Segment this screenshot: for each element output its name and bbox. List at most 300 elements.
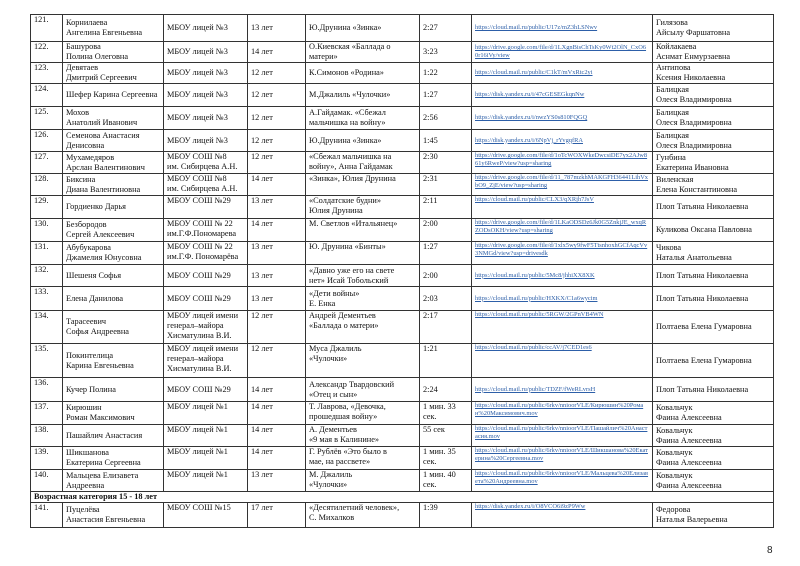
teacher-name-line: Плоп Татьяна Николаевна	[656, 270, 749, 280]
video-link[interactable]: https://disk.yandex.ru/i/O8VCO6i9zP9Ww	[475, 503, 586, 510]
teacher-name-line: Фаина Алексеевна	[656, 435, 722, 445]
school-name-line: МБОУ лицей №3	[167, 47, 228, 56]
video-link-cell	[472, 265, 653, 287]
poem-title	[306, 503, 420, 528]
teacher-name-line: Антипова	[656, 63, 691, 72]
teacher-name-line: Екатерина Ивановна	[656, 162, 729, 172]
table-row	[31, 174, 774, 196]
video-link[interactable]: https://drive.google.com/file/d/1LXgnBisChTsKy0Wt2OlN_CxO60r16iVy/view	[475, 44, 647, 59]
participant-name-line: Диана Валентиновна	[66, 184, 141, 194]
table-row	[31, 107, 774, 130]
teacher-name-line: Ксения Николаевна	[656, 73, 726, 82]
duration: 2:17	[420, 311, 472, 344]
duration: 1 мин. 33 сек.	[420, 402, 472, 425]
school-name-line: МБОУ СОШ № 22	[167, 242, 233, 251]
school-name-line: МБОУ СОШ №29	[167, 293, 231, 303]
duration: 1 мин. 35 сек.	[420, 447, 472, 470]
teacher-name	[653, 152, 774, 174]
table-row	[31, 242, 774, 265]
teacher-name-line: Плоп Татьяна Николаевна	[656, 202, 749, 211]
teacher-name-line: Олеся Владимировна	[656, 118, 732, 127]
school-name-line: МБОУ лицей имени	[167, 344, 239, 353]
poem-title-line: А. Дементьев	[309, 425, 357, 434]
teacher-name	[653, 63, 774, 84]
poem-title	[306, 242, 420, 265]
participant-name	[63, 219, 164, 242]
school-name-line: МБОУ СОШ №8	[167, 152, 227, 161]
poem-title	[306, 470, 420, 492]
poem-title-line: С. Михалков	[309, 513, 355, 522]
poem-title-line: матери»	[309, 52, 338, 61]
participant-name-line: Безбородов	[66, 220, 107, 229]
poem-title-line: К.Симонов «Родина»	[309, 68, 384, 77]
participant-name-line: Екатерина Сергеевна	[66, 458, 141, 467]
video-link-cell	[472, 107, 653, 130]
participant-name	[63, 152, 164, 174]
participant-name-line: Анастасия Евгеньевна	[66, 515, 146, 524]
table-row	[31, 503, 774, 528]
poem-title	[306, 174, 420, 196]
duration: 1:45	[420, 130, 472, 152]
participant-name-line: Башурова	[66, 42, 101, 51]
participant-name-line: Корнилаева	[66, 18, 108, 27]
participant-name-line: Семенова Анастасия	[66, 130, 140, 140]
poem-title-line: «Десятилетний человек»,	[309, 503, 400, 512]
poem-title-line: «Солдатские будни»	[309, 196, 381, 205]
teacher-name	[653, 42, 774, 63]
teacher-name-line: Ковальчук	[656, 448, 693, 457]
table-row	[31, 219, 774, 242]
teacher-name-line: Гунбина	[656, 152, 686, 162]
participant-name	[63, 378, 164, 402]
poem-title-line: Е. Енка	[309, 298, 336, 308]
teacher-name-line: Балицкая	[656, 85, 689, 94]
poem-title	[306, 15, 420, 42]
duration: 2:11	[420, 196, 472, 219]
video-link-cell	[472, 42, 653, 63]
poem-title-line: «Дети войны»	[309, 288, 360, 298]
row-number: 124.	[31, 84, 63, 107]
participant-name-line: Шикшанова	[66, 448, 109, 457]
teacher-name	[653, 242, 774, 265]
participant-name-line: Мухамедяров	[66, 152, 115, 162]
teacher-name-line: Айсылу Фаршатовна	[656, 28, 730, 37]
participant-age: 14 лет	[248, 42, 306, 63]
duration: 2:00	[420, 219, 472, 242]
table-row	[31, 470, 774, 492]
poem-title-line: «Зинка», Юлия Друнина	[309, 174, 396, 183]
poem-title	[306, 425, 420, 447]
participant-name-line: Роман Максимович	[66, 413, 135, 422]
video-link[interactable]: https://cloud.mail.ru/public/TDZF/fWeRLvrsH	[475, 385, 596, 393]
table-row	[31, 287, 774, 311]
teacher-name-line: Гилязова	[656, 18, 688, 27]
school-name-line: МБОУ лицей №3	[167, 23, 228, 32]
poem-title-line: «Сбежал мальчишка на	[309, 152, 392, 161]
participant-name	[63, 470, 164, 492]
duration: 2:00	[420, 265, 472, 287]
teacher-name-line: Наталья Валерьевна	[656, 515, 728, 524]
school-name-line: МБОУ СОШ №29	[167, 270, 231, 280]
poem-title	[306, 447, 420, 470]
teacher-name	[653, 447, 774, 470]
row-number: 132.	[31, 265, 63, 287]
row-number: 135.	[31, 344, 63, 378]
participant-name	[63, 107, 164, 130]
teacher-name	[653, 344, 774, 378]
video-link[interactable]: https://disk.yandex.ru/i/nwzYS0s810FQGQ	[475, 114, 588, 121]
participant-name	[63, 174, 164, 196]
school-name-line: МБОУ СОШ № 22	[167, 219, 233, 228]
row-number: 134.	[31, 311, 63, 344]
row-number: 138.	[31, 425, 63, 447]
teacher-name-line: Ковальчук	[656, 403, 693, 412]
page-number: 8	[767, 545, 773, 556]
teacher-name-line: Плоп Татьяна Николаевна	[656, 384, 749, 394]
table-row	[31, 344, 774, 378]
school-name-line: им.Г.Ф. Пономарёва	[167, 252, 239, 261]
video-link-cell	[472, 378, 653, 402]
school-name	[164, 130, 248, 152]
teacher-name	[653, 402, 774, 425]
teacher-name-line: Ковальчук	[656, 425, 693, 435]
teacher-name-line: Фаина Алексеевна	[656, 413, 722, 422]
poem-title-line: «9 мая в Калинине»	[309, 435, 380, 444]
poem-title-line: О.Киевская «Баллада о	[309, 42, 391, 51]
participant-age: 12 лет	[248, 84, 306, 107]
poem-title-line: «Баллада о матери»	[309, 321, 379, 330]
video-link-cell	[472, 84, 653, 107]
school-name	[164, 447, 248, 470]
school-name-line: им. Сибирцева А.Н.	[167, 162, 238, 171]
video-link[interactable]: https://drive.google.com/file/d/1oTcWOXWkeDwcsiDE7yx2AJw861y6RweP/view?usp=sharing	[475, 152, 648, 167]
table-row	[31, 402, 774, 425]
school-name	[164, 242, 248, 265]
participant-name-line: Тарасеевич	[66, 317, 107, 326]
video-link-cell	[472, 15, 653, 42]
video-link[interactable]: https://cloud.mail.ru/public/C1kT/mVxRtc2yi	[475, 69, 593, 76]
teacher-name	[653, 378, 774, 402]
participant-name-line: Шешеня Софья	[66, 270, 122, 280]
school-name	[164, 84, 248, 107]
teacher-name	[653, 196, 774, 219]
poem-title-line: мальчишка на войну»	[309, 118, 386, 127]
video-link[interactable]: https://drive.google.com/file/d/1xlx5wy9fwF5TtsnhoxhGCfAqcVv3NMGd/view?usp=drivesdk	[475, 242, 648, 257]
video-link-cell	[472, 447, 653, 470]
participant-name	[63, 265, 164, 287]
teacher-name-line: Виленская	[656, 174, 694, 184]
teacher-name-line: Плоп Татьяна Николаевна	[656, 293, 749, 303]
teacher-name	[653, 287, 774, 311]
participant-name-line: Джамелия Юнусовна	[66, 253, 142, 262]
teacher-name-line: Балицкая	[656, 130, 689, 140]
poem-title-line: войну», Анна Гайдамак	[309, 162, 393, 171]
participant-age: 12 лет	[248, 63, 306, 84]
school-name-line: МБОУ СОШ №29	[167, 384, 231, 394]
participant-name-line: Кирюшин	[66, 403, 102, 412]
poem-title	[306, 287, 420, 311]
participant-age: 17 лет	[248, 503, 306, 528]
participant-name	[63, 503, 164, 528]
table-body	[31, 15, 774, 528]
video-link-cell	[472, 503, 653, 528]
teacher-name	[653, 107, 774, 130]
participant-age: 14 лет	[248, 402, 306, 425]
school-name	[164, 311, 248, 344]
participant-name-line: Анатолий Иванович	[66, 118, 138, 127]
duration: 2:30	[420, 152, 472, 174]
school-name	[164, 196, 248, 219]
table-row	[31, 425, 774, 447]
video-link[interactable]: https://disk.yandex.ru/i/47cGESEGkqnNw	[475, 91, 585, 98]
participant-name	[63, 344, 164, 378]
row-number: 140.	[31, 470, 63, 492]
poem-title	[306, 219, 420, 242]
participant-name-line: Елена Данилова	[66, 293, 124, 303]
participant-name-line: Покинтелица	[66, 350, 114, 360]
school-name-line: МБОУ СОШ №8	[167, 174, 227, 183]
video-link[interactable]: https://cloud.mail.ru/public/5Mc8/jhhiXX8XK	[475, 271, 595, 279]
table-row	[31, 130, 774, 152]
school-name-line: генерал–майора	[167, 321, 224, 330]
poem-title	[306, 402, 420, 425]
duration: 1:22	[420, 63, 472, 84]
video-link[interactable]: https://drive.google.com/file/d/1LKaODSDz6Jk0G5ZnkjJE_wxqRZODsOKH/view?usp=sharing	[475, 219, 647, 234]
video-link[interactable]: https://cloud.mail.ru/public/6rkv/nnioorVLE/Пашайлич%20Анастасия.mov	[475, 425, 648, 440]
participant-name	[63, 402, 164, 425]
school-name-line: генерал–майора	[167, 354, 224, 363]
category-row	[31, 492, 774, 503]
school-name	[164, 425, 248, 447]
poem-title	[306, 265, 420, 287]
school-name	[164, 15, 248, 42]
row-number: 137.	[31, 402, 63, 425]
table-row	[31, 63, 774, 84]
video-link[interactable]: https://cloud.mail.ru/public/6rkv/nnioorVLE/Кирюшин%20Роман%20Максимович.mov	[475, 402, 644, 417]
poem-title-line: мае, на рассвете»	[309, 457, 371, 466]
video-link-cell	[472, 130, 653, 152]
video-link[interactable]: https://disk.yandex.ru/i/6NpVj_rYvgqfRA	[475, 136, 583, 144]
poem-title	[306, 311, 420, 344]
school-name-line: им. Сибирцева А.Н.	[167, 184, 238, 193]
participant-age: 12 лет	[248, 107, 306, 130]
row-number: 129.	[31, 196, 63, 219]
teacher-name	[653, 503, 774, 528]
poem-title	[306, 152, 420, 174]
duration: 55 сек	[420, 425, 472, 447]
poem-title-line: «Чулочки»	[309, 354, 348, 363]
participant-age: 13 лет	[248, 242, 306, 265]
participant-name-line: Денисовна	[66, 140, 105, 150]
video-link[interactable]: https://cloud.mail.ru/public/5RGW/2GPnVB4WN	[475, 311, 604, 318]
school-name	[164, 152, 248, 174]
poem-title-line: «Отец и сын»	[309, 389, 358, 399]
participant-name-line: Гордиенко Дарья	[66, 202, 126, 211]
table-row	[31, 15, 774, 42]
poem-title	[306, 63, 420, 84]
school-name	[164, 265, 248, 287]
participant-age: 12 лет	[248, 344, 306, 378]
participant-name-line: Арслан Валентинович	[66, 162, 145, 172]
participant-age: 14 лет	[248, 219, 306, 242]
poem-title-line: Андрей Дементьев	[309, 311, 376, 320]
teacher-name-line: Ковальчук	[656, 470, 693, 480]
table-row	[31, 196, 774, 219]
school-name	[164, 174, 248, 196]
row-number: 126.	[31, 130, 63, 152]
teacher-name	[653, 130, 774, 152]
school-name-line: МБОУ лицей №3	[167, 113, 228, 122]
participant-age: 13 лет	[248, 470, 306, 492]
table-row	[31, 378, 774, 402]
participant-name-line: Девятаев	[66, 63, 99, 72]
poem-title-line: М. Джалиль	[309, 470, 353, 479]
row-number: 122.	[31, 42, 63, 63]
participant-name-line: Сергей Алексеевич	[66, 230, 135, 239]
participant-name	[63, 42, 164, 63]
poem-title	[306, 130, 420, 152]
video-link-cell	[472, 470, 653, 492]
duration: 1:27	[420, 242, 472, 265]
video-link-cell	[472, 63, 653, 84]
teacher-name-line: Олеся Владимировна	[656, 95, 732, 104]
school-name	[164, 219, 248, 242]
teacher-name	[653, 470, 774, 492]
school-name-line: МБОУ лицей №1	[167, 425, 228, 434]
duration: 3:23	[420, 42, 472, 63]
poem-title-line: А.Гайдамак. «Сбежал	[309, 108, 386, 117]
participant-name	[63, 242, 164, 265]
category-label: Возрастная категория 15 - 18 лет	[31, 492, 774, 503]
participant-name-line: Шефер Карина Сергеевна	[66, 90, 158, 99]
participant-name	[63, 425, 164, 447]
video-link[interactable]: https://drive.google.com/file/d/11_787mzkhMAKGFH36441LihVxbO9_ZjE/view?usp=sharing	[475, 174, 649, 189]
row-number: 139.	[31, 447, 63, 470]
poem-title-line: «Давно уже его на свете	[309, 265, 395, 275]
poem-title-line: Муса Джалиль	[309, 344, 362, 353]
poem-title	[306, 84, 420, 107]
teacher-name	[653, 311, 774, 344]
school-name	[164, 402, 248, 425]
duration: 1:39	[420, 503, 472, 528]
participant-name-line: Софья Андреевна	[66, 327, 129, 336]
school-name-line: МБОУ лицей №3	[167, 90, 228, 99]
participant-age: 13 лет	[248, 287, 306, 311]
duration: 2:56	[420, 107, 472, 130]
participant-name-line: Кучер Полина	[66, 384, 116, 394]
school-name-line: МБОУ лицей имени	[167, 311, 239, 320]
poem-title	[306, 196, 420, 219]
poem-title-line: Александр Твардовский	[309, 379, 395, 389]
participant-age: 13 лет	[248, 15, 306, 42]
school-name	[164, 344, 248, 378]
table-row	[31, 42, 774, 63]
participants-table	[30, 14, 774, 528]
school-name	[164, 503, 248, 528]
school-name-line: МБОУ лицей №1	[167, 402, 228, 411]
duration: 1:21	[420, 344, 472, 378]
school-name	[164, 470, 248, 492]
teacher-name-line: Балицкая	[656, 108, 689, 117]
participant-name-line: Пуцелёва	[66, 505, 100, 514]
poem-title-line: Т. Лаврова, «Девочка,	[309, 402, 386, 411]
teacher-name-line: Полтаева Елена Гумаровна	[656, 322, 752, 331]
teacher-name-line: Койлакаева	[656, 42, 697, 51]
participant-age: 14 лет	[248, 425, 306, 447]
teacher-name-line: Фаина Алексеевна	[656, 480, 722, 490]
duration: 2:24	[420, 378, 472, 402]
participant-name-line: Мохов	[66, 108, 90, 117]
participant-name-line: Карина Евгеньевна	[66, 360, 134, 370]
school-name-line: МБОУ СОШ №15	[167, 503, 231, 512]
video-link[interactable]: https://cloud.mail.ru/public/6rkv/nnioorVLE/Мальцева%20Елизавета%20Андреевна.mov	[475, 470, 649, 485]
poem-title-line: нет» Исай Тобольский	[309, 275, 389, 285]
school-name-line: Хисматулина В.И.	[167, 331, 232, 340]
participant-name	[63, 447, 164, 470]
teacher-name-line: Федорова	[656, 505, 691, 514]
school-name	[164, 107, 248, 130]
video-link-cell	[472, 196, 653, 219]
duration: 1:27	[420, 84, 472, 107]
video-link-cell	[472, 425, 653, 447]
row-number: 121.	[31, 15, 63, 42]
teacher-name	[653, 219, 774, 242]
participant-name-line: Биксина	[66, 174, 96, 184]
participant-name	[63, 15, 164, 42]
video-link[interactable]: https://cloud.mail.ru/public/6rkv/nnioorVLE/Шикшанова%20Екатерина%20Сергеевна.mov	[475, 447, 648, 462]
row-number: 127.	[31, 152, 63, 174]
participant-age: 12 лет	[248, 130, 306, 152]
teacher-name	[653, 84, 774, 107]
teacher-name	[653, 425, 774, 447]
participant-name-line: Андреевна	[66, 480, 105, 490]
video-link[interactable]: https://cloud.mail.ru/public/CLX3/qXRjh7JsV	[475, 196, 594, 203]
participant-name-line: Ангелина Евгеньевна	[66, 28, 143, 37]
poem-title-line: М. Светлов «Итальянец»	[309, 219, 398, 228]
teacher-name-line: Полтаева Елена Гумаровна	[656, 355, 752, 365]
row-number: 131.	[31, 242, 63, 265]
teacher-name-line: Куликова Оксана Павловна	[656, 225, 752, 234]
school-name-line: МБОУ лицей №1	[167, 470, 228, 479]
participant-name-line: Абубукарова	[66, 243, 111, 252]
school-name-line: МБОУ лицей №1	[167, 447, 228, 456]
video-link[interactable]: https://cloud.mail.ru/public/HXKX/C1a6wycim	[475, 294, 598, 302]
video-link-cell	[472, 402, 653, 425]
table-row	[31, 152, 774, 174]
poem-title-line: М.Джалиль «Чулочки»	[309, 90, 391, 99]
poem-title	[306, 107, 420, 130]
row-number: 141.	[31, 503, 63, 528]
teacher-name-line: Чикова	[656, 243, 682, 252]
participant-name-line: Полина Олеговна	[66, 52, 129, 61]
school-name	[164, 287, 248, 311]
table-row	[31, 265, 774, 287]
video-link[interactable]: https://cloud.mail.ru/public/U17z/mZ3hLSNwv	[475, 24, 598, 31]
table-row	[31, 84, 774, 107]
table-row	[31, 311, 774, 344]
school-name-line: МБОУ лицей №3	[167, 68, 228, 77]
participant-age: 14 лет	[248, 174, 306, 196]
school-name-line: МБОУ СОШ №29	[167, 196, 231, 205]
video-link[interactable]: https://cloud.mail.ru/public/ccAV/j7CED1es6	[475, 344, 592, 351]
participant-age: 13 лет	[248, 196, 306, 219]
school-name-line: Хисматулина В.И.	[167, 364, 232, 373]
teacher-name	[653, 15, 774, 42]
participant-name	[63, 287, 164, 311]
teacher-name	[653, 174, 774, 196]
teacher-name-line: Елена Константиновна	[656, 184, 738, 194]
row-number: 125.	[31, 107, 63, 130]
